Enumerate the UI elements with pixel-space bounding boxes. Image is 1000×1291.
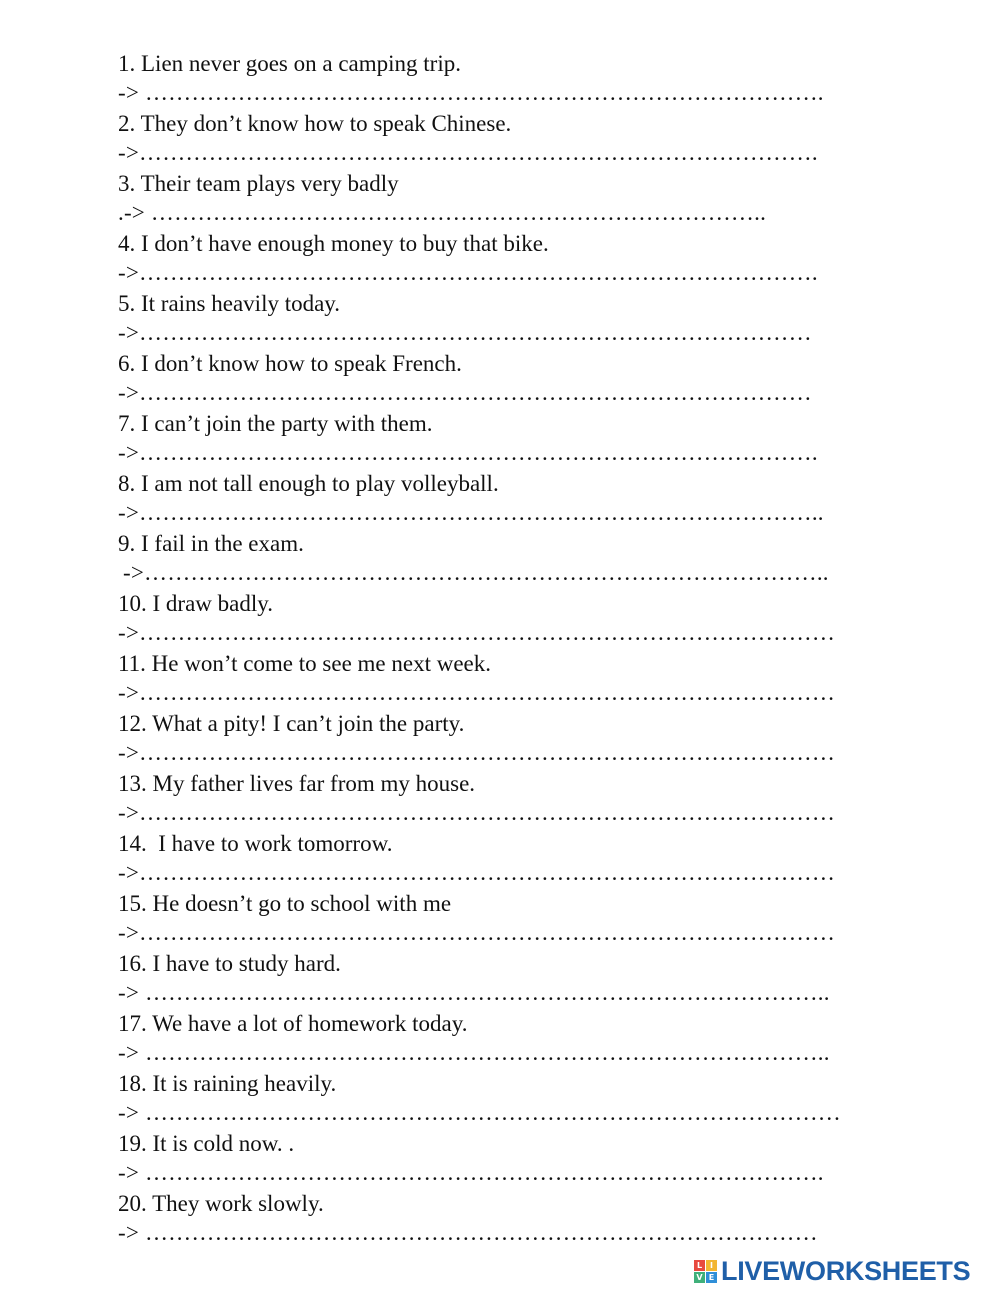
answer-line[interactable]: ->…………………………………………………………………………… bbox=[118, 380, 812, 405]
answer-line[interactable]: -> …………………………………………………………………………….. bbox=[118, 1040, 830, 1065]
logo-mark-cell: V bbox=[694, 1272, 705, 1283]
answer-line[interactable]: .-> …………………………………………………………………….. bbox=[118, 200, 767, 225]
answer-line[interactable]: ->……………………………………………………………………………… bbox=[118, 800, 836, 825]
exercise-sentence: 20. They work slowly. bbox=[118, 1191, 324, 1216]
answer-line[interactable]: ->…………………………………………………………………………….. bbox=[118, 500, 824, 525]
exercise-sentence: 15. He doesn’t go to school with me bbox=[118, 891, 452, 916]
exercise-item-11 bbox=[118, 650, 898, 710]
exercise-sentence: 6. I don’t know how to speak French. bbox=[118, 351, 462, 376]
exercise-sentence: 12. What a pity! I can’t join the party. bbox=[118, 711, 465, 736]
exercise-item-12 bbox=[118, 710, 898, 770]
logo-mark-cell: I bbox=[706, 1260, 717, 1271]
liveworksheets-mark-icon bbox=[694, 1260, 717, 1283]
answer-line[interactable]: -> ……………………………………………………………………………. bbox=[118, 80, 824, 105]
answer-line[interactable]: -> ……………………………………………………………………………… bbox=[118, 1100, 841, 1125]
exercise-item-18 bbox=[118, 1070, 898, 1130]
answer-line[interactable]: ->…………………………………………………………………………… bbox=[118, 320, 812, 345]
logo-mark-cell: L bbox=[694, 1260, 705, 1271]
answer-line[interactable]: ->……………………………………………………………………………… bbox=[118, 620, 836, 645]
exercise-sentence: 16. I have to study hard. bbox=[118, 951, 341, 976]
exercise-item-2 bbox=[118, 110, 898, 170]
exercise-item-14 bbox=[118, 830, 898, 890]
exercise-sentence: 5. It rains heavily today. bbox=[118, 291, 341, 316]
exercise-sentence: 17. We have a lot of homework today. bbox=[118, 1011, 468, 1036]
exercise-item-4 bbox=[118, 230, 898, 290]
exercise-item-8 bbox=[118, 470, 898, 530]
exercise-item-16 bbox=[118, 950, 898, 1010]
exercise-sentence: 18. It is raining heavily. bbox=[118, 1071, 337, 1096]
answer-line[interactable]: ->……………………………………………………………………………… bbox=[118, 920, 836, 945]
answer-line[interactable]: -> …………………………………………………………………………….. bbox=[118, 980, 830, 1005]
exercise-sentence: 4. I don’t have enough money to buy that bike. bbox=[118, 231, 549, 256]
answer-line[interactable]: -> ……………………………………………………………………………. bbox=[118, 1160, 824, 1185]
exercise-item-15 bbox=[118, 890, 898, 950]
answer-line[interactable]: ->……………………………………………………………………………. bbox=[118, 140, 818, 165]
exercise-sentence: 14. I have to work tomorrow. bbox=[118, 831, 393, 856]
exercise-item-7 bbox=[118, 410, 898, 470]
answer-line[interactable]: ->……………………………………………………………………………… bbox=[118, 860, 836, 885]
exercise-sentence: 8. I am not tall enough to play volleyball. bbox=[118, 471, 499, 496]
exercise-item-6 bbox=[118, 350, 898, 410]
answer-line[interactable]: ->……………………………………………………………………………… bbox=[118, 680, 836, 705]
exercise-item-19 bbox=[118, 1130, 898, 1190]
exercise-sentence: 1. Lien never goes on a camping trip. bbox=[118, 51, 461, 76]
exercise-item-13 bbox=[118, 770, 898, 830]
exercise-item-20 bbox=[118, 1190, 898, 1250]
logo-wordmark: LIVEWORKSHEETS bbox=[721, 1255, 971, 1286]
exercise-sentence: 19. It is cold now. . bbox=[118, 1131, 295, 1156]
exercise-item-3 bbox=[118, 170, 898, 230]
answer-line[interactable]: -> …………………………………………………………………………… bbox=[118, 1220, 818, 1245]
exercise-sentence: 2. They don’t know how to speak Chinese. bbox=[118, 111, 512, 136]
exercise-sentence: 11. He won’t come to see me next week. bbox=[118, 651, 491, 676]
exercise-sentence: 13. My father lives far from my house. bbox=[118, 771, 476, 796]
exercise-item-1 bbox=[118, 50, 898, 110]
answer-line[interactable]: ->…………………………………………………………………………….. bbox=[123, 560, 829, 585]
exercise-sentence: 10. I draw badly. bbox=[118, 591, 273, 616]
exercise-item-10 bbox=[118, 590, 898, 650]
exercise-sentence: 3. Their team plays very badly bbox=[118, 171, 399, 196]
exercise-item-9 bbox=[118, 530, 898, 590]
exercise-item-17 bbox=[118, 1010, 898, 1070]
exercise-sentence: 9. I fail in the exam. bbox=[118, 531, 304, 556]
liveworksheets-logo[interactable] bbox=[694, 1256, 970, 1286]
exercise-item-5 bbox=[118, 290, 898, 350]
answer-line[interactable]: ->……………………………………………………………………………. bbox=[118, 440, 818, 465]
logo-mark-cell: E bbox=[706, 1272, 717, 1283]
answer-line[interactable]: ->……………………………………………………………………………. bbox=[118, 260, 818, 285]
answer-line[interactable]: ->……………………………………………………………………………… bbox=[118, 740, 836, 765]
exercise-sentence: 7. I can’t join the party with them. bbox=[118, 411, 433, 436]
